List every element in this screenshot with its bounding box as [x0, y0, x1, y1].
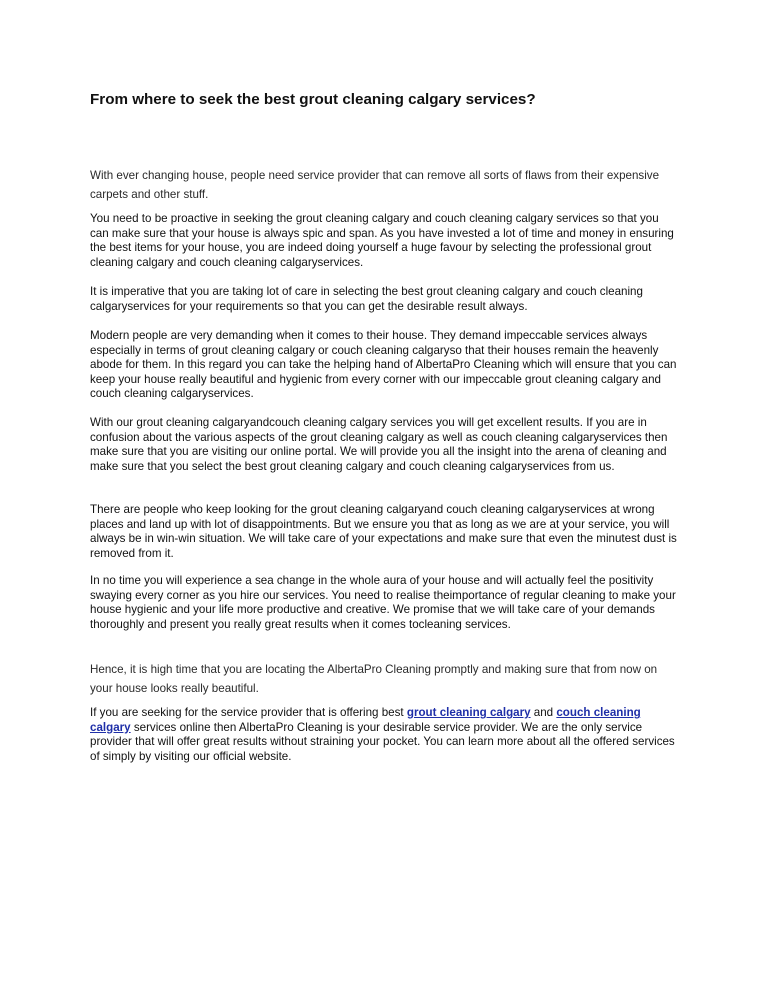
paragraph-imperative: It is imperative that you are taking lot of care in selecting the best grout cleaning calgary and couch cleaning calgaryservices for your requirements so that you can get the desirable result always.	[90, 285, 643, 313]
paragraph-high-time: Hence, it is high time that you are locating the AlbertaPro Cleaning promptly and making sure that from now on your house looks really beautiful.	[90, 663, 658, 695]
paragraph-text-before: If you are seeking for the service provider that is offering best	[90, 706, 407, 719]
paragraph-text-after: services online then AlbertaPro Cleaning is your desirable service provider. We are the only service provider that will offer great results without straining your pocket. You can learn more about all the offered services of simply by visiting our official website.	[90, 720, 675, 763]
page-title: From where to seek the best grout cleaning calgary services?	[90, 91, 536, 108]
paragraph-intro: With ever changing house, people need service provider that can remove all sorts of flaws from their expensive carpets and other stuff.	[90, 169, 660, 201]
couch-cleaning-link[interactable]: couch cleaning calgary	[90, 706, 641, 734]
paragraph-wrong-places: There are people who keep looking for the grout cleaning calgaryand couch cleaning calgaryservices at wrong places and land up with lot of disappointments. But we ensure you that as long as we are at your service, you will always be in win-win situation. We will take care of your expectations and make sure that even the minutest dust is removed from it.	[90, 503, 677, 560]
paragraph-excellent-results: With our grout cleaning calgaryandcouch cleaning calgary services you will get excellent results. If you are in confusion about the various aspects of the grout cleaning calgary as well as couch cleaning calgaryservices then make sure that you are visiting our online portal. We will provide you all the insight into the arena of cleaning and make sure that you select the best grout cleaning calgary and couch cleaning calgaryservices from us.	[90, 416, 668, 473]
grout-cleaning-link[interactable]: grout cleaning calgary	[406, 706, 531, 719]
paragraph-sea-change: In no time you will experience a sea change in the whole aura of your house and will actually feel the positivity swaying every corner as you hire our services. You need to realise theimportance of regular cleaning to make your house hygienic and your life more productive and creative. We promise that we will take care of your demands thoroughly and present you really great results when it comes tocleaning services.	[90, 574, 676, 631]
paragraph-service-provider	[90, 706, 680, 764]
paragraph-proactive: You need to be proactive in seeking the grout cleaning calgary and couch cleaning calgary services so that you can make sure that your house is always spic and span. As you have invested a lot of time and money in ensuring the best items for your house, you are indeed doing yourself a huge favour by selecting the professional grout cleaning calgary and couch cleaning calgaryservices.	[90, 212, 674, 269]
paragraph-modern-people: Modern people are very demanding when it comes to their house. They demand impeccable services always especially in terms of grout cleaning calgary or couch cleaning calgaryso that their houses remain the heavenly abode for them. In this regard you can take the helping hand of AlbertaPro Cleaning which will ensure that you can keep your house really beautiful and hygienic from every corner with our impeccable grout cleaning calgary and couch cleaning calgaryservices.	[90, 329, 677, 401]
paragraph-text-between: and	[530, 706, 557, 719]
